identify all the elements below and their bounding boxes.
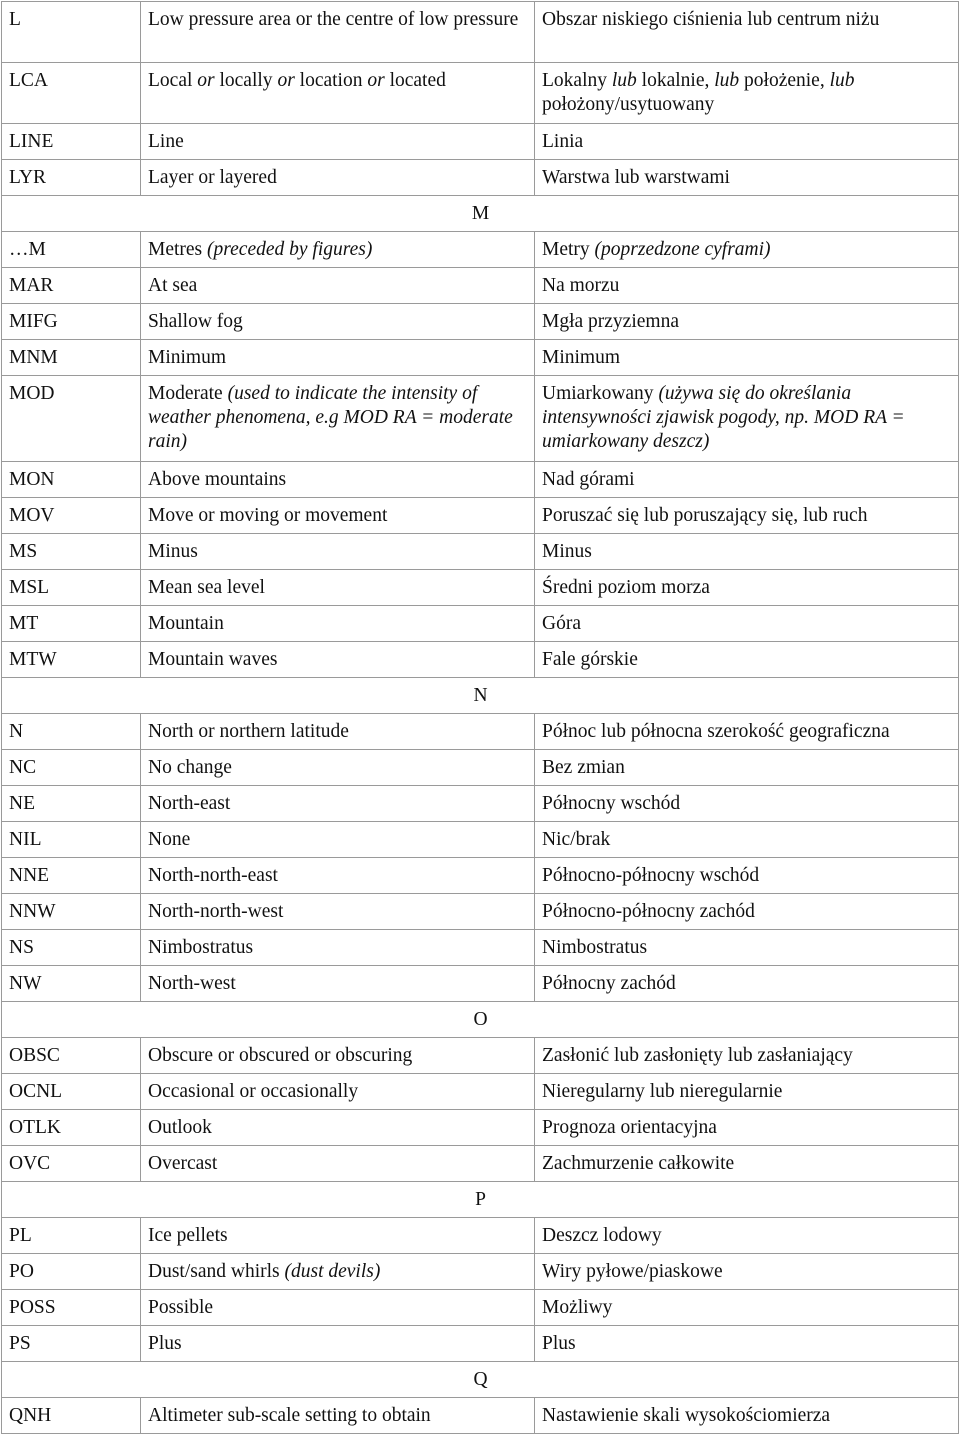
text-segment: Północno-północny wschód (542, 865, 760, 886)
abbreviation-cell: MIFG (2, 304, 141, 340)
glossary-row (2, 822, 959, 858)
english-meaning-cell (141, 1254, 535, 1290)
italic-text-segment: lub (714, 70, 740, 91)
english-meaning-cell (141, 1326, 535, 1362)
abbreviation-cell: OTLK (2, 1110, 141, 1146)
text-segment: Nieregularny lub nieregularnie (542, 1081, 783, 1102)
abbreviation-cell: MOD (2, 376, 141, 462)
abbreviation-cell: L (2, 2, 141, 63)
text-segment: None (148, 829, 191, 850)
glossary-row (2, 268, 959, 304)
english-meaning-cell (141, 1110, 535, 1146)
polish-meaning-cell (535, 304, 959, 340)
letter-section-header-row (2, 1002, 959, 1038)
text-segment: Wiry pyłowe/piaskowe (542, 1261, 723, 1282)
english-meaning-cell (141, 642, 535, 678)
english-meaning-cell (141, 232, 535, 268)
polish-meaning-cell (535, 376, 959, 462)
glossary-row (2, 232, 959, 268)
glossary-row (2, 930, 959, 966)
english-meaning-cell (141, 340, 535, 376)
italic-text-segment: lub (829, 70, 855, 91)
text-segment: Minimum (148, 347, 227, 368)
english-meaning-cell (141, 786, 535, 822)
polish-meaning-cell (535, 786, 959, 822)
abbreviation-cell: NNE (2, 858, 141, 894)
polish-meaning-cell (535, 1290, 959, 1326)
glossary-row (2, 966, 959, 1002)
letter-section-header-row (2, 196, 959, 232)
english-meaning-cell (141, 1218, 535, 1254)
glossary-row (2, 750, 959, 786)
glossary-row (2, 1326, 959, 1362)
text-segment: Shallow fog (148, 311, 243, 332)
letter-section-header-row (2, 1362, 959, 1398)
text-segment: Nastawienie skali wysokościomierza (542, 1405, 831, 1426)
polish-meaning-cell (535, 606, 959, 642)
polish-meaning-cell (535, 570, 959, 606)
text-segment: Moderate (148, 383, 228, 404)
abbreviation-cell: NNW (2, 894, 141, 930)
text-segment: Na morzu (542, 275, 620, 296)
glossary-row (2, 858, 959, 894)
polish-meaning-cell (535, 930, 959, 966)
text-segment: Low pressure area or the centre of low pressure (148, 9, 519, 30)
glossary-body (2, 2, 959, 1434)
english-meaning-cell (141, 1074, 535, 1110)
text-segment: Layer or layered (148, 167, 277, 188)
abbreviation-cell: MON (2, 462, 141, 498)
polish-meaning-cell (535, 124, 959, 160)
glossary-row (2, 714, 959, 750)
abbreviation-glossary-table (1, 1, 959, 1434)
text-segment: Nic/brak (542, 829, 611, 850)
glossary-row (2, 1038, 959, 1074)
english-meaning-cell (141, 2, 535, 63)
text-segment: Minus (542, 541, 592, 562)
glossary-row (2, 160, 959, 196)
abbreviation-cell: MNM (2, 340, 141, 376)
english-meaning-cell (141, 498, 535, 534)
abbreviation-cell: NS (2, 930, 141, 966)
english-meaning-cell (141, 1398, 535, 1434)
english-meaning-cell (141, 714, 535, 750)
text-segment: Local (148, 70, 198, 91)
polish-meaning-cell (535, 714, 959, 750)
text-segment: Zasłonić lub zasłonięty lub zasłaniający (542, 1045, 853, 1066)
text-segment: Poruszać się lub poruszający się, lub ruch (542, 505, 868, 526)
abbreviation-cell: MTW (2, 642, 141, 678)
english-meaning-cell (141, 894, 535, 930)
text-segment: North or northern latitude (148, 721, 349, 742)
abbreviation-cell: …M (2, 232, 141, 268)
letter-section-header: N (2, 678, 959, 714)
english-meaning-cell (141, 268, 535, 304)
italic-text-segment: or (367, 70, 385, 91)
glossary-row (2, 1218, 959, 1254)
text-segment: Outlook (148, 1117, 212, 1138)
abbreviation-cell: MOV (2, 498, 141, 534)
english-meaning-cell (141, 1038, 535, 1074)
english-meaning-cell (141, 376, 535, 462)
text-segment: Średni poziom morza (542, 577, 710, 598)
abbreviation-cell: OCNL (2, 1074, 141, 1110)
abbreviation-cell: MT (2, 606, 141, 642)
glossary-row (2, 1254, 959, 1290)
text-segment: Plus (542, 1333, 576, 1354)
text-segment: Nad górami (542, 469, 635, 490)
glossary-row (2, 642, 959, 678)
text-segment: North-east (148, 793, 231, 814)
text-segment: Altimeter sub-scale setting to obtain (148, 1405, 431, 1426)
abbreviation-cell: QNH (2, 1398, 141, 1434)
text-segment: Północny wschód (542, 793, 681, 814)
text-segment: Możliwy (542, 1297, 613, 1318)
english-meaning-cell (141, 304, 535, 340)
letter-section-header-row (2, 678, 959, 714)
text-segment: Ice pellets (148, 1225, 228, 1246)
abbreviation-cell: MAR (2, 268, 141, 304)
english-meaning-cell (141, 1290, 535, 1326)
text-segment: Mountain (148, 613, 224, 634)
text-segment: North-north-east (148, 865, 278, 886)
italic-text-segment: (poprzedzone cyframi) (594, 239, 771, 260)
text-segment: Północny zachód (542, 973, 676, 994)
text-segment: położony/usytuowany (542, 94, 715, 115)
text-segment: No change (148, 757, 232, 778)
glossary-row (2, 498, 959, 534)
polish-meaning-cell (535, 642, 959, 678)
abbreviation-cell: PL (2, 1218, 141, 1254)
text-segment: Deszcz lodowy (542, 1225, 662, 1246)
text-segment: located (384, 70, 446, 91)
abbreviation-cell: NIL (2, 822, 141, 858)
text-segment: Mean sea level (148, 577, 265, 598)
text-segment: Metres (148, 239, 208, 260)
text-segment: Zachmurzenie całkowite (542, 1153, 735, 1174)
text-segment: Prognoza orientacyjna (542, 1117, 717, 1138)
glossary-row (2, 340, 959, 376)
italic-text-segment: (preceded by figures) (207, 239, 373, 260)
english-meaning-cell (141, 822, 535, 858)
text-segment: North-west (148, 973, 236, 994)
abbreviation-cell: NC (2, 750, 141, 786)
english-meaning-cell (141, 63, 535, 124)
italic-text-segment: or (197, 70, 215, 91)
text-segment: Plus (148, 1333, 182, 1354)
glossary-row (2, 304, 959, 340)
english-meaning-cell (141, 750, 535, 786)
glossary-row (2, 606, 959, 642)
english-meaning-cell (141, 966, 535, 1002)
english-meaning-cell (141, 534, 535, 570)
text-segment: Line (148, 131, 184, 152)
letter-section-header: P (2, 1182, 959, 1218)
text-segment: Warstwa lub warstwami (542, 167, 730, 188)
polish-meaning-cell (535, 1074, 959, 1110)
glossary-row (2, 462, 959, 498)
text-segment: North-north-west (148, 901, 284, 922)
letter-section-header: M (2, 196, 959, 232)
polish-meaning-cell (535, 966, 959, 1002)
text-segment: Góra (542, 613, 581, 634)
text-segment: Nimbostratus (148, 937, 254, 958)
english-meaning-cell (141, 1146, 535, 1182)
text-segment: lokalnie, (636, 70, 715, 91)
text-segment: Minus (148, 541, 198, 562)
english-meaning-cell (141, 570, 535, 606)
glossary-row (2, 63, 959, 124)
italic-text-segment: or (277, 70, 295, 91)
text-segment: Bez zmian (542, 757, 625, 778)
italic-text-segment: (dust devils) (284, 1261, 381, 1282)
text-segment: At sea (148, 275, 198, 296)
glossary-row (2, 1290, 959, 1326)
abbreviation-cell: MS (2, 534, 141, 570)
polish-meaning-cell (535, 160, 959, 196)
abbreviation-cell: OBSC (2, 1038, 141, 1074)
abbreviation-cell: MSL (2, 570, 141, 606)
glossary-row (2, 2, 959, 63)
text-segment: Move or moving or movement (148, 505, 388, 526)
abbreviation-cell: LINE (2, 124, 141, 160)
text-segment: locally (214, 70, 278, 91)
polish-meaning-cell (535, 498, 959, 534)
abbreviation-cell: NE (2, 786, 141, 822)
english-meaning-cell (141, 462, 535, 498)
text-segment: położenie, (739, 70, 830, 91)
glossary-row (2, 570, 959, 606)
glossary-row (2, 1146, 959, 1182)
text-segment: Północ lub północna szerokość geograficzna (542, 721, 890, 742)
abbreviation-cell: N (2, 714, 141, 750)
polish-meaning-cell (535, 340, 959, 376)
polish-meaning-cell (535, 1254, 959, 1290)
text-segment: Fale górskie (542, 649, 638, 670)
text-segment: Obscure or obscured or obscuring (148, 1045, 413, 1066)
polish-meaning-cell (535, 63, 959, 124)
italic-text-segment: (used to indicate the intensity of weather phenomena, e.g MOD RA = moderate rain) (148, 383, 513, 452)
polish-meaning-cell (535, 1110, 959, 1146)
polish-meaning-cell (535, 1218, 959, 1254)
glossary-row (2, 1074, 959, 1110)
glossary-row (2, 376, 959, 462)
text-segment: Mgła przyziemna (542, 311, 679, 332)
english-meaning-cell (141, 858, 535, 894)
text-segment: Mountain waves (148, 649, 278, 670)
italic-text-segment: (używa się do określania intensywności zjawisk pogody, np. MOD RA = umiarkowany deszcz) (542, 383, 905, 452)
text-segment: Umiarkowany (542, 383, 659, 404)
polish-meaning-cell (535, 858, 959, 894)
text-segment: Occasional or occasionally (148, 1081, 359, 1102)
polish-meaning-cell (535, 894, 959, 930)
glossary-row (2, 534, 959, 570)
glossary-row (2, 894, 959, 930)
polish-meaning-cell (535, 822, 959, 858)
abbreviation-cell: OVC (2, 1146, 141, 1182)
english-meaning-cell (141, 606, 535, 642)
polish-meaning-cell (535, 1326, 959, 1362)
abbreviation-cell: LYR (2, 160, 141, 196)
letter-section-header-row (2, 1182, 959, 1218)
text-segment: Metry (542, 239, 595, 260)
text-segment: Nimbostratus (542, 937, 648, 958)
abbreviation-cell: LCA (2, 63, 141, 124)
polish-meaning-cell (535, 1038, 959, 1074)
glossary-row (2, 786, 959, 822)
text-segment: Possible (148, 1297, 214, 1318)
text-segment: Północno-północny zachód (542, 901, 755, 922)
letter-section-header: Q (2, 1362, 959, 1398)
abbreviation-cell: POSS (2, 1290, 141, 1326)
polish-meaning-cell (535, 750, 959, 786)
polish-meaning-cell (535, 2, 959, 63)
glossary-row (2, 1110, 959, 1146)
glossary-row (2, 1398, 959, 1434)
abbreviation-cell: PO (2, 1254, 141, 1290)
polish-meaning-cell (535, 1146, 959, 1182)
text-segment: Linia (542, 131, 584, 152)
text-segment: Minimum (542, 347, 621, 368)
italic-text-segment: lub (611, 70, 637, 91)
letter-section-header: O (2, 1002, 959, 1038)
text-segment: Overcast (148, 1153, 218, 1174)
text-segment: Obszar niskiego ciśnienia lub centrum niżu (542, 9, 880, 30)
glossary-row (2, 124, 959, 160)
polish-meaning-cell (535, 462, 959, 498)
text-segment: Dust/sand whirls (148, 1261, 285, 1282)
polish-meaning-cell (535, 232, 959, 268)
polish-meaning-cell (535, 268, 959, 304)
abbreviation-cell: NW (2, 966, 141, 1002)
english-meaning-cell (141, 124, 535, 160)
polish-meaning-cell (535, 1398, 959, 1434)
text-segment: Lokalny (542, 70, 612, 91)
polish-meaning-cell (535, 534, 959, 570)
text-segment: location (294, 70, 368, 91)
english-meaning-cell (141, 160, 535, 196)
text-segment: Above mountains (148, 469, 287, 490)
abbreviation-cell: PS (2, 1326, 141, 1362)
english-meaning-cell (141, 930, 535, 966)
